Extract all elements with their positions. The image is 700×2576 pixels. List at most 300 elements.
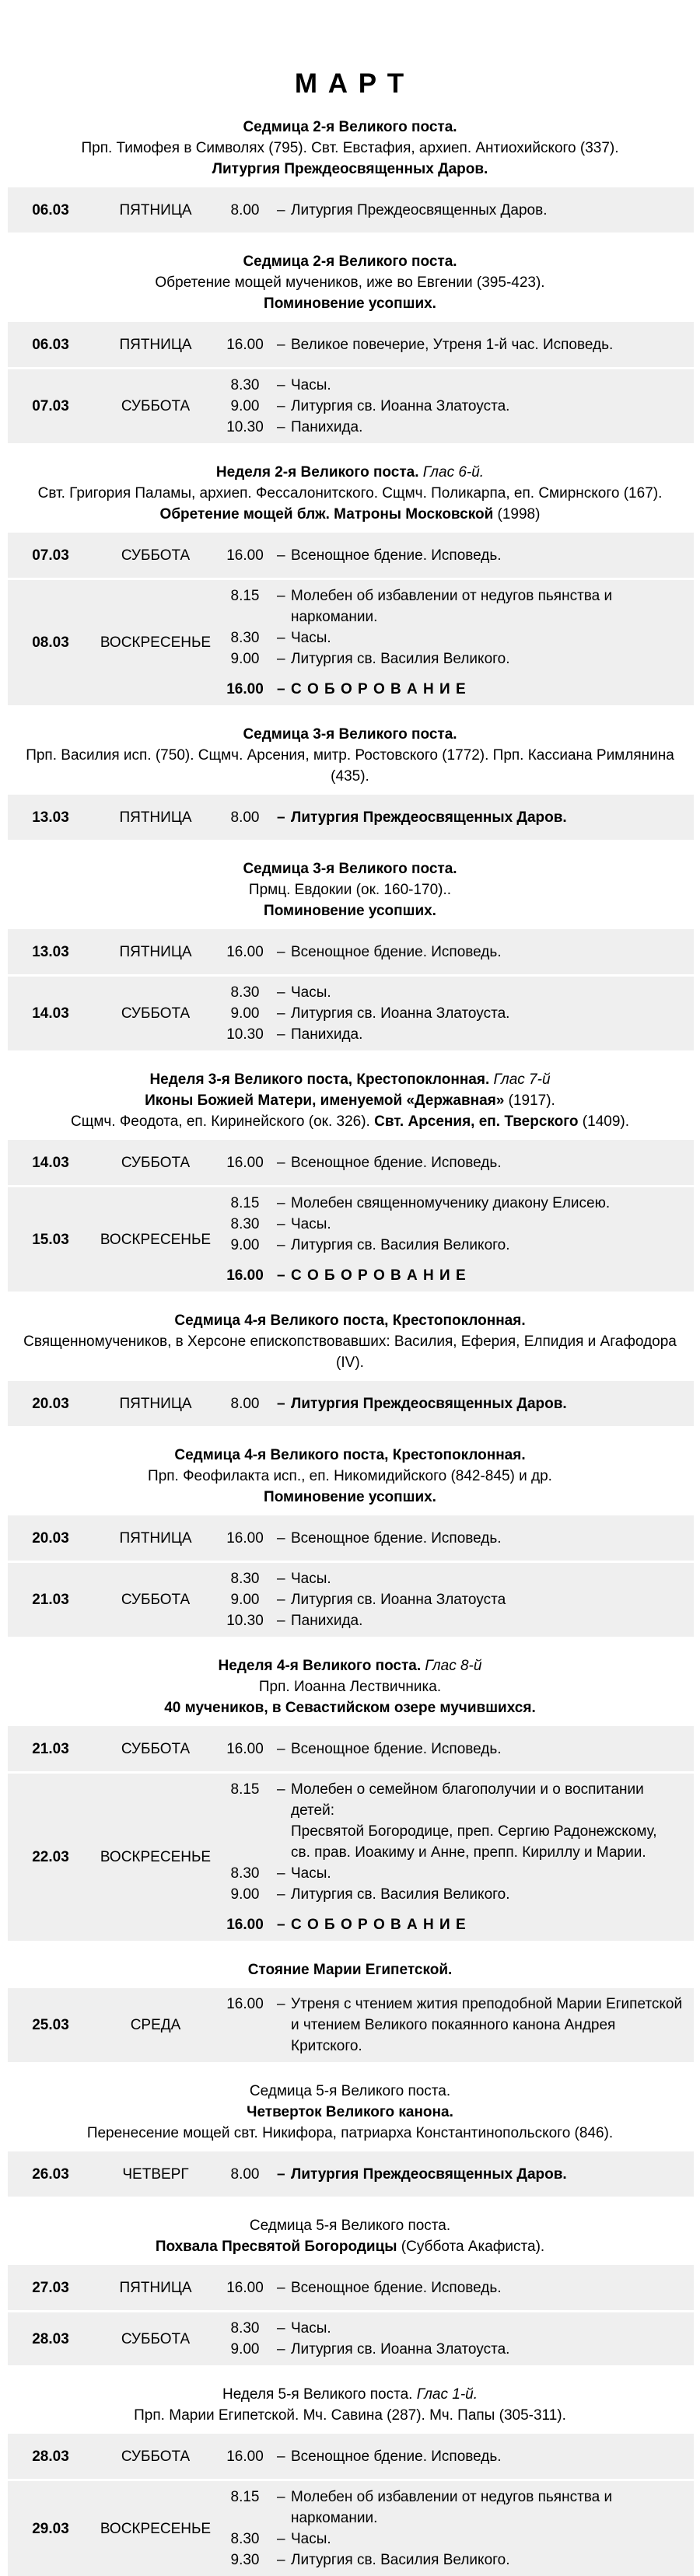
dash: – (277, 377, 285, 393)
service-time: 16.00 (226, 336, 264, 353)
day-cell: СУББОТА (121, 1005, 191, 1022)
schedule-section (0, 1310, 700, 1426)
dash: – (277, 2320, 285, 2337)
service-time: 16.00 (226, 681, 264, 697)
section-header (8, 251, 692, 314)
dash: – (277, 1216, 285, 1232)
section-header (8, 117, 692, 180)
header-text: (Суббота Акафиста). (397, 2239, 545, 2255)
services-cell (218, 1739, 694, 1760)
service-text: Молебен священномученику диакону Елисею. (291, 1195, 611, 1211)
service-text: Панихида. (291, 1026, 363, 1043)
day-cell: СУББОТА (121, 1592, 191, 1608)
dash: – (277, 1529, 285, 1547)
service-time: 8.00 (230, 1395, 260, 1412)
date-cell: 28.03 (32, 2330, 69, 2347)
service-time: 8.30 (230, 2531, 260, 2547)
service-line (218, 200, 683, 221)
service-time: 8.30 (230, 1865, 260, 1882)
service-line (218, 942, 683, 963)
dash: – (277, 1886, 285, 1903)
service-text: Часы. (291, 630, 331, 646)
dash: – (277, 1740, 285, 1757)
section-header-line (8, 2215, 692, 2236)
day-cell: ПЯТНИЦА (119, 336, 192, 353)
service-time: 16.00 (226, 1154, 264, 1171)
service-time: 16.00 (226, 1740, 264, 1757)
header-text: Свт. Григория Паламы, архиеп. Фессалонитского. Сщмч. Поликарпа, еп. Смирнского (167). (37, 485, 663, 502)
date-cell: 06.03 (32, 201, 69, 218)
service-text: Литургия Преждеосвященных Даров. (291, 809, 567, 826)
section-header (8, 2384, 692, 2426)
section-header-line (8, 1111, 692, 1132)
section-header-line (8, 879, 692, 900)
service-text: Литургия св. Иоанна Златоуста. (291, 398, 510, 414)
day-cell: ЧЕТВЕРГ (122, 2165, 189, 2183)
section-header-line (8, 159, 692, 180)
header-text: Глас 8-й (425, 1658, 482, 1674)
service-text: Литургия св. Иоанна Златоуста. (291, 1005, 510, 1022)
schedule-section (0, 1959, 700, 2062)
services-cell (218, 2487, 694, 2571)
dash: – (277, 1005, 285, 1022)
date-cell: 13.03 (32, 809, 69, 826)
section-header (8, 2081, 692, 2144)
date-cell: 20.03 (32, 1529, 69, 1547)
service-line (218, 1914, 683, 1935)
table-row (8, 929, 694, 974)
header-text: Поминовение усопших. (264, 1489, 436, 1505)
service-text: Литургия св. Василия Великого. (291, 1886, 510, 1903)
service-time: 8.30 (230, 630, 260, 646)
service-time: 16.00 (226, 1529, 264, 1547)
service-line (218, 648, 683, 669)
dash: – (277, 984, 285, 1001)
section-rows (8, 1988, 694, 2062)
schedule-section (0, 117, 700, 232)
service-line (218, 2318, 683, 2339)
service-line (218, 1003, 683, 1024)
dash: – (277, 1154, 285, 1171)
service-time: 8.15 (230, 1781, 260, 1798)
service-text-line: и чтением Великого покаянного канона Андрея Критского. (291, 2017, 616, 2054)
services-cell (218, 1152, 694, 1173)
header-text: Прп. Тимофея в Символях (795). Свт. Евстафия, архиеп. Антиохийского (337). (81, 140, 619, 156)
dash: – (277, 419, 285, 435)
section-header-line (8, 1069, 692, 1090)
service-text: Часы. (291, 1865, 331, 1882)
service-time: 9.00 (230, 651, 260, 667)
table-row (8, 1726, 694, 1771)
service-text-line: Пресвятой Богородице, преп. Сергию Радонежскому, (291, 1823, 657, 1840)
service-time: 9.00 (230, 2341, 260, 2358)
table-row (8, 1381, 694, 1426)
section-rows (8, 1515, 694, 1637)
header-text: Похвала Пресвятой Богородицы (155, 2239, 397, 2255)
section-rows (8, 2434, 694, 2576)
service-line (218, 585, 683, 627)
dash: – (277, 943, 285, 960)
header-text: Иконы Божией Матери, именуемой «Державная» (145, 1092, 505, 1109)
header-text: Седмица 4-я Великого поста, Крестопоклонная. (174, 1447, 526, 1463)
service-line (218, 545, 683, 566)
service-line (218, 396, 683, 417)
table-row (8, 2265, 694, 2310)
dash: – (277, 630, 285, 646)
section-header-line (8, 1331, 692, 1373)
header-text: Седмица 4-я Великого поста, Крестопоклонная. (174, 1312, 526, 1329)
service-text-line: Молебен о семейном благополучии и о воспитании детей: (291, 1781, 644, 1819)
header-text: Седмица 2-я Великого поста. (243, 253, 457, 270)
services-cell (218, 2446, 694, 2467)
section-header-line (8, 2081, 692, 2102)
section-header-line (8, 2123, 692, 2144)
services-cell (218, 334, 694, 355)
service-time: 10.30 (226, 419, 264, 435)
service-time: 8.00 (230, 201, 260, 218)
header-text: Неделя 3-я Великого поста, Крестопоклонная. (149, 1071, 494, 1088)
service-line (218, 1739, 683, 1760)
service-text: Молебен об избавлении от недугов пьянства и наркомании. (291, 588, 613, 625)
schedule-section (0, 1655, 700, 1941)
dash: – (277, 336, 285, 353)
date-cell: 21.03 (32, 1740, 69, 1757)
service-time: 9.00 (230, 1886, 260, 1903)
services-cell (218, 2164, 694, 2185)
service-time: 8.30 (230, 1571, 260, 1587)
day-cell: СУББОТА (121, 547, 191, 564)
header-text: Поминовение усопших. (264, 295, 436, 312)
dash: – (277, 1996, 285, 2012)
service-text: Литургия св. Иоанна Златоуста (291, 1592, 506, 1608)
section-header-line (8, 1655, 692, 1676)
header-text: (1917). (504, 1092, 555, 1109)
dash: – (277, 1613, 285, 1629)
day-cell: ПЯТНИЦА (119, 809, 192, 826)
section-header (8, 2215, 692, 2257)
section-header-line (8, 1445, 692, 1466)
section-rows (8, 2151, 694, 2197)
service-line (218, 1589, 683, 1610)
table-row (8, 369, 694, 443)
date-cell: 06.03 (32, 336, 69, 353)
service-text: Часы. (291, 1571, 331, 1587)
date-cell: 08.03 (32, 634, 69, 651)
service-text: Часы. (291, 377, 331, 393)
service-line (218, 2529, 683, 2550)
table-row (8, 1774, 694, 1941)
service-text: Литургия Преждеосвященных Даров. (291, 2165, 567, 2183)
section-header-line (8, 1090, 692, 1111)
section-header-line (8, 483, 692, 504)
day-cell: СРЕДА (130, 2017, 181, 2033)
schedule-section (0, 1445, 700, 1637)
service-time: 9.00 (230, 398, 260, 414)
date-cell: 13.03 (32, 943, 69, 960)
table-row (8, 1140, 694, 1185)
service-time: 8.00 (230, 2165, 260, 2183)
date-cell: 07.03 (32, 547, 69, 564)
section-header-line (8, 272, 692, 293)
dash: – (277, 2448, 285, 2465)
header-text: Глас 6-й. (422, 464, 485, 481)
table-row (8, 533, 694, 578)
section-header-line (8, 2236, 692, 2257)
service-line (218, 1863, 683, 1884)
service-text: Литургия св. Иоанна Златоуста. (291, 2341, 510, 2358)
schedule-section (0, 2081, 700, 2197)
section-header-line (8, 462, 692, 483)
schedule-section (0, 2215, 700, 2365)
table-row (8, 1187, 694, 1291)
service-line (218, 1779, 683, 1863)
date-cell: 20.03 (32, 1395, 69, 1412)
service-text: Часы. (291, 984, 331, 1001)
dash: – (277, 1781, 285, 1798)
service-text: Часы. (291, 2320, 331, 2337)
date-cell: 29.03 (32, 2520, 69, 2537)
service-text: Всенощное бдение. Исповедь. (291, 1740, 502, 1757)
service-text: Великое повечерие, Утреня 1-й час. Исповедь. (291, 336, 614, 353)
schedule-section (0, 462, 700, 705)
services-cell (218, 1528, 694, 1549)
services-cell (218, 807, 694, 828)
dash: – (277, 1917, 285, 1933)
section-header (8, 462, 692, 525)
service-time: 10.30 (226, 1613, 264, 1629)
service-line (218, 1528, 683, 1549)
section-header-line (8, 293, 692, 314)
section-header (8, 1655, 692, 1718)
header-text: Поминовение усопших. (264, 903, 436, 919)
service-line (218, 1610, 683, 1631)
day-cell: ВОСКРЕСЕНЬЕ (100, 634, 212, 651)
dash: – (277, 1592, 285, 1608)
section-rows (8, 1381, 694, 1426)
service-line (218, 417, 683, 438)
dash: – (277, 2165, 285, 2183)
dash: – (277, 2279, 285, 2296)
schedule-section (0, 251, 700, 443)
service-text: Всенощное бдение. Исповедь. (291, 2279, 502, 2296)
section-rows (8, 1140, 694, 1291)
header-text: Стояние Марии Египетской. (247, 1962, 453, 1978)
header-text: Седмица 3-я Великого поста. (243, 861, 457, 877)
dash: – (277, 201, 285, 218)
service-text: Молебен об избавлении от недугов пьянства и наркомании. (291, 2489, 613, 2526)
service-line (218, 627, 683, 648)
header-text: Прп. Феофилакта исп., еп. Никомидийского (842-845) и др. (148, 1468, 552, 1484)
section-header-line (8, 138, 692, 159)
service-text-line: Утреня с чтением жития преподобной Марии Египетской (291, 1996, 683, 2012)
service-text: Литургия св. Василия Великого. (291, 1237, 510, 1253)
service-text (291, 1994, 683, 2057)
service-text: Литургия Преждеосвященных Даров. (291, 201, 548, 218)
service-text: Литургия св. Василия Великого. (291, 651, 510, 667)
section-header (8, 858, 692, 921)
dash: – (277, 1237, 285, 1253)
service-line (218, 807, 683, 828)
header-text: Седмица 5-я Великого поста. (249, 2083, 451, 2099)
section-header (8, 1445, 692, 1508)
section-header (8, 1069, 692, 1132)
service-time: 8.15 (230, 588, 260, 604)
service-text: С О Б О Р О В А Н И Е (291, 681, 467, 697)
header-text: Обретение мощей мучеников, иже во Евгении (395-423). (155, 274, 545, 291)
date-cell: 07.03 (32, 398, 69, 414)
section-header-line (8, 504, 692, 525)
day-cell: СУББОТА (121, 1154, 191, 1171)
date-cell: 21.03 (32, 1592, 69, 1608)
section-header-line (8, 1676, 692, 1697)
service-text-line: св. прав. Иоакиму и Анне, препп. Кириллу и Марии. (291, 1844, 646, 1861)
date-cell: 27.03 (32, 2279, 69, 2296)
services-cell (218, 1568, 694, 1631)
table-row (8, 2312, 694, 2365)
section-header-line (8, 2384, 692, 2405)
page-title: М А Р Т (294, 68, 406, 99)
day-cell: ВОСКРЕСЕНЬЕ (100, 2520, 212, 2537)
header-text: Глас 7-й (493, 1071, 551, 1088)
dash: – (277, 1571, 285, 1587)
service-text: Всенощное бдение. Исповедь. (291, 943, 502, 960)
service-line (218, 2487, 683, 2529)
table-row (8, 2481, 694, 2576)
table-row (8, 2434, 694, 2479)
dash: – (277, 1267, 285, 1284)
header-text: 40 мучеников, в Севастийском озере мучившихся. (164, 1700, 536, 1716)
schedule-section (0, 724, 700, 840)
service-line (218, 1265, 683, 1286)
services-cell (218, 545, 694, 566)
header-text: Прп. Марии Египетской. Мч. Савина (287). Мч. Папы (305-311). (134, 2407, 566, 2424)
service-line (218, 1152, 683, 1173)
section-rows (8, 2265, 694, 2365)
section-rows (8, 533, 694, 705)
dash: – (277, 398, 285, 414)
schedule-section (0, 2384, 700, 2576)
schedule-section (0, 1069, 700, 1291)
services-cell (218, 1193, 694, 1286)
month-schedule (0, 117, 700, 2576)
dash: – (277, 681, 285, 697)
dash: – (277, 1865, 285, 1882)
service-line (218, 1994, 683, 2057)
table-row (8, 2151, 694, 2197)
section-rows (8, 929, 694, 1050)
service-time: 8.30 (230, 1216, 260, 1232)
header-text: Прп. Василия исп. (750). Сщмч. Арсения, митр. Ростовского (1772). Прп. Кассиана Римлянина (435). (26, 747, 674, 785)
services-cell (218, 200, 694, 221)
services-cell (218, 1779, 694, 1935)
day-cell: СУББОТА (121, 1740, 191, 1757)
header-text: Прмц. Евдокии (ок. 160-170).. (248, 882, 452, 898)
section-rows (8, 795, 694, 840)
table-row (8, 187, 694, 232)
date-cell: 15.03 (32, 1231, 69, 1248)
services-cell (218, 585, 694, 700)
day-cell: ПЯТНИЦА (119, 2279, 192, 2296)
service-text: Литургия св. Василия Великого. (291, 2552, 510, 2568)
day-cell: ПЯТНИЦА (119, 201, 192, 218)
service-line (218, 1024, 683, 1045)
header-text: Свт. Арсения, еп. Тверского (374, 1113, 579, 1130)
service-line (218, 2550, 683, 2571)
service-text: Панихида. (291, 1613, 363, 1629)
section-header-line (8, 2102, 692, 2123)
day-cell: ПЯТНИЦА (119, 943, 192, 960)
dash: – (277, 809, 285, 826)
section-header (8, 1310, 692, 1373)
service-text: Часы. (291, 1216, 331, 1232)
section-rows (8, 1726, 694, 1941)
service-line (218, 1214, 683, 1235)
service-line (218, 1393, 683, 1414)
table-row (8, 1515, 694, 1561)
section-header-line (8, 251, 692, 272)
header-text: Обретение мощей блж. Матроны Московской (159, 506, 494, 523)
header-text: Священномучеников, в Херсоне епископствовавших: Василия, Еферия, Елпидия и Агафодора (IV). (23, 1333, 677, 1371)
service-time: 9.30 (230, 2552, 260, 2568)
service-line (218, 679, 683, 700)
table-row (8, 322, 694, 367)
services-cell (218, 1393, 694, 1414)
service-line (218, 2164, 683, 2185)
day-cell: ВОСКРЕСЕНЬЕ (100, 1231, 212, 1248)
service-time: 8.15 (230, 1195, 260, 1211)
table-row (8, 977, 694, 1050)
dash: – (277, 2531, 285, 2547)
date-cell: 26.03 (32, 2165, 69, 2183)
section-rows (8, 187, 694, 232)
date-cell: 14.03 (32, 1154, 69, 1171)
dash: – (277, 1026, 285, 1043)
service-text: Литургия Преждеосвященных Даров. (291, 1395, 567, 1412)
table-row (8, 795, 694, 840)
table-row (8, 1988, 694, 2062)
section-header-line (8, 1959, 692, 1980)
dash: – (277, 1395, 285, 1412)
section-header-line (8, 900, 692, 921)
header-text: Литургия Преждеосвященных Даров. (212, 161, 488, 177)
header-text: Неделя 2-я Великого поста. (215, 464, 423, 481)
service-line (218, 1884, 683, 1905)
header-text: Сщмч. Феодота, еп. Киринейского (ок. 326). (70, 1113, 375, 1130)
header-text: Седмица 5-я Великого поста. (249, 2218, 451, 2234)
section-header-line (8, 2405, 692, 2426)
service-text: Всенощное бдение. Исповедь. (291, 547, 502, 564)
section-header-line (8, 1310, 692, 1331)
services-cell (218, 942, 694, 963)
service-line (218, 1193, 683, 1214)
dash: – (277, 547, 285, 564)
date-cell: 22.03 (32, 1849, 69, 1865)
header-text: Перенесение мощей свт. Никифора, патриарха Константинопольского (846). (86, 2125, 614, 2141)
dash: – (277, 2341, 285, 2358)
service-time: 8.15 (230, 2489, 260, 2505)
day-cell: СУББОТА (121, 398, 191, 414)
section-header-line (8, 745, 692, 787)
table-row (8, 1563, 694, 1637)
service-line (218, 375, 683, 396)
service-line (218, 1568, 683, 1589)
section-header-line (8, 1697, 692, 1718)
dash: – (277, 651, 285, 667)
table-row (8, 580, 694, 705)
section-header-line (8, 858, 692, 879)
service-text: Всенощное бдение. Исповедь. (291, 2448, 502, 2465)
section-rows (8, 322, 694, 443)
